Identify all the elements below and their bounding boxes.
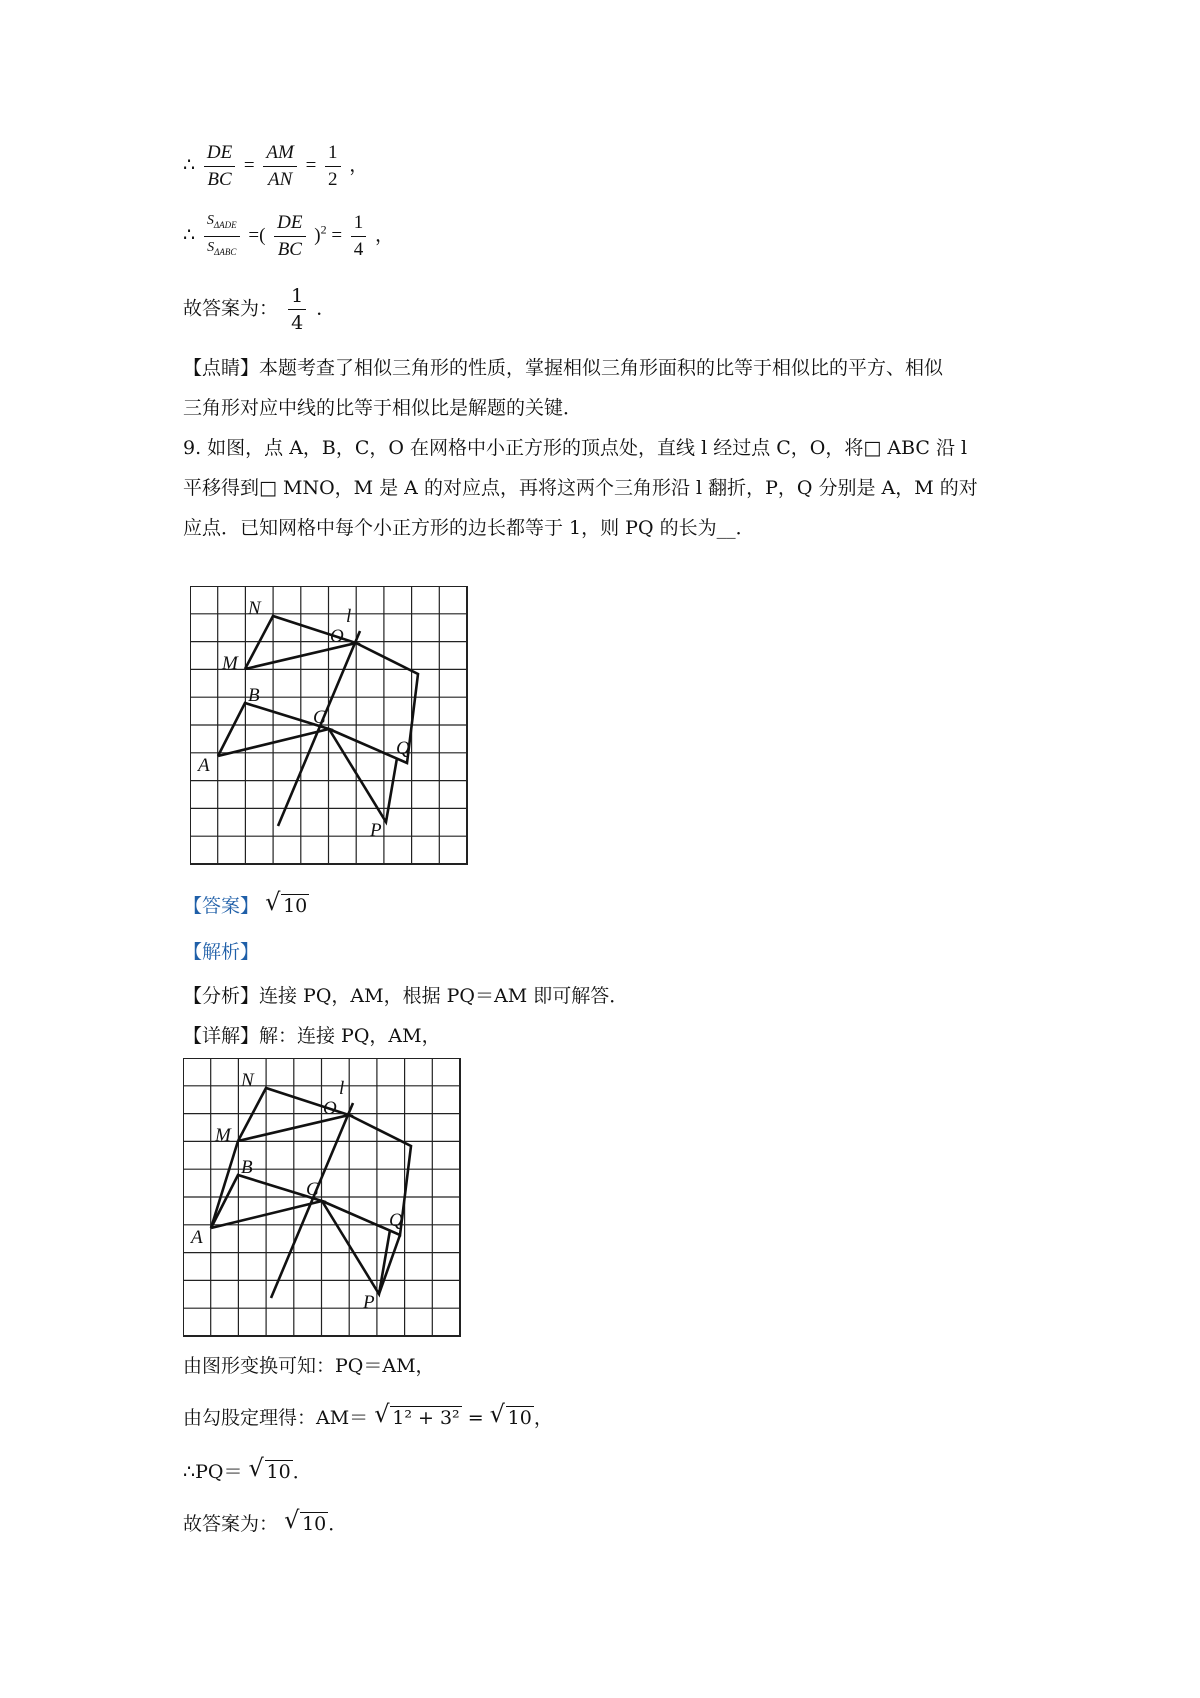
fenxi-line: 【分析】连接 PQ，AM，根据 PQ＝AM 即可解答． (183, 985, 629, 1007)
answer-9: 【答案】 √ 10 (183, 892, 309, 920)
step-transform: 由图形变换可知：PQ＝AM， (183, 1355, 435, 1377)
label-P-2: P (363, 1292, 375, 1313)
label-N: N (248, 598, 261, 619)
fraction-de-bc: $\frac{DE}{BC}$ (204, 140, 235, 193)
sqrt-ten: √ 10 (489, 1400, 532, 1429)
step-final-answer: 故答案为： √ 10 ． (183, 1510, 347, 1538)
label-P: P (370, 820, 382, 841)
equation-ratio: ∴ $\frac{DE}{BC}$ = $\frac{AM}{AN}$ = $\frac{1}{2}$ ， (183, 140, 368, 193)
detail-line: 【详解】解：连接 PQ，AM， (183, 1025, 441, 1047)
label-A-2: A (191, 1227, 203, 1248)
grid-figure-question (190, 586, 468, 866)
answer-line: 故答案为： $\frac{1}{4}$ ． (183, 285, 336, 334)
fraction-one-half: $\frac{1}{2}$ (325, 140, 341, 193)
label-l-2: l (339, 1078, 345, 1099)
review-paragraph: 【点睛】本题考查了相似三角形的性质，掌握相似三角形面积的比等于相似比的平方、相似 三角形对应中线的比等于相似比是解题的关键． (183, 357, 944, 419)
fraction-am-an: $\frac{AM}{AN}$ (263, 140, 296, 193)
label-B: B (248, 685, 260, 706)
label-C: C (313, 707, 326, 728)
label-O-2: O (323, 1098, 337, 1119)
sqrt-sum: √ 1² + 3² (374, 1400, 460, 1429)
question-9: 9. 如图，点 A，B，C，O 在网格中小正方形的顶点处，直线 l 经过点 C，O，将□ ABC 沿 l 平移得到□ MNO，M 是 A 的对应点，再将这两个三角形沿 l 翻折，P，Q 分别是 A，M 的对 应点．已知网格中每个小正方形的边长都等于 1，则 PQ 的长为__． (183, 437, 978, 539)
fraction-one-quarter: $\frac{1}{4}$ (351, 210, 367, 263)
label-Q-2: Q (389, 1210, 403, 1231)
label-A: A (198, 755, 210, 776)
sqrt-answer: √ 10 (265, 888, 308, 917)
step-pythagoras: 由勾股定理得：AM＝ √ 1² + 3² = √ 10 ， (183, 1404, 553, 1432)
label-M-2: M (215, 1125, 231, 1146)
fraction-area: $\frac{S_{\Delta ADE}}{S_{\Delta ABC}}$ (204, 210, 240, 263)
label-O: O (330, 626, 344, 647)
label-C-2: C (306, 1179, 319, 1200)
analysis-tag: 【解析】 (183, 941, 260, 963)
fraction-de-bc-2: $\frac{DE}{BC}$ (274, 210, 305, 263)
sqrt-pq: √ 10 (248, 1454, 291, 1483)
label-M: M (222, 653, 238, 674)
fraction-answer: $\frac{1}{4}$ (288, 283, 306, 336)
label-N-2: N (241, 1070, 254, 1091)
label-l: l (346, 606, 352, 627)
equation-area-ratio: ∴ $\frac{S_{\Delta ADE}}{S_{\Delta ABC}}$ =( $\frac{DE}{BC}$ )$^2$ = $\frac{1}{4}$ ， (183, 210, 394, 263)
label-Q: Q (396, 738, 410, 759)
grid-figure-solution (183, 1058, 461, 1338)
label-B-2: B (241, 1157, 253, 1178)
sqrt-final: √ 10 (284, 1506, 327, 1535)
step-conclusion: ∴PQ＝ √ 10 ． (183, 1458, 312, 1486)
